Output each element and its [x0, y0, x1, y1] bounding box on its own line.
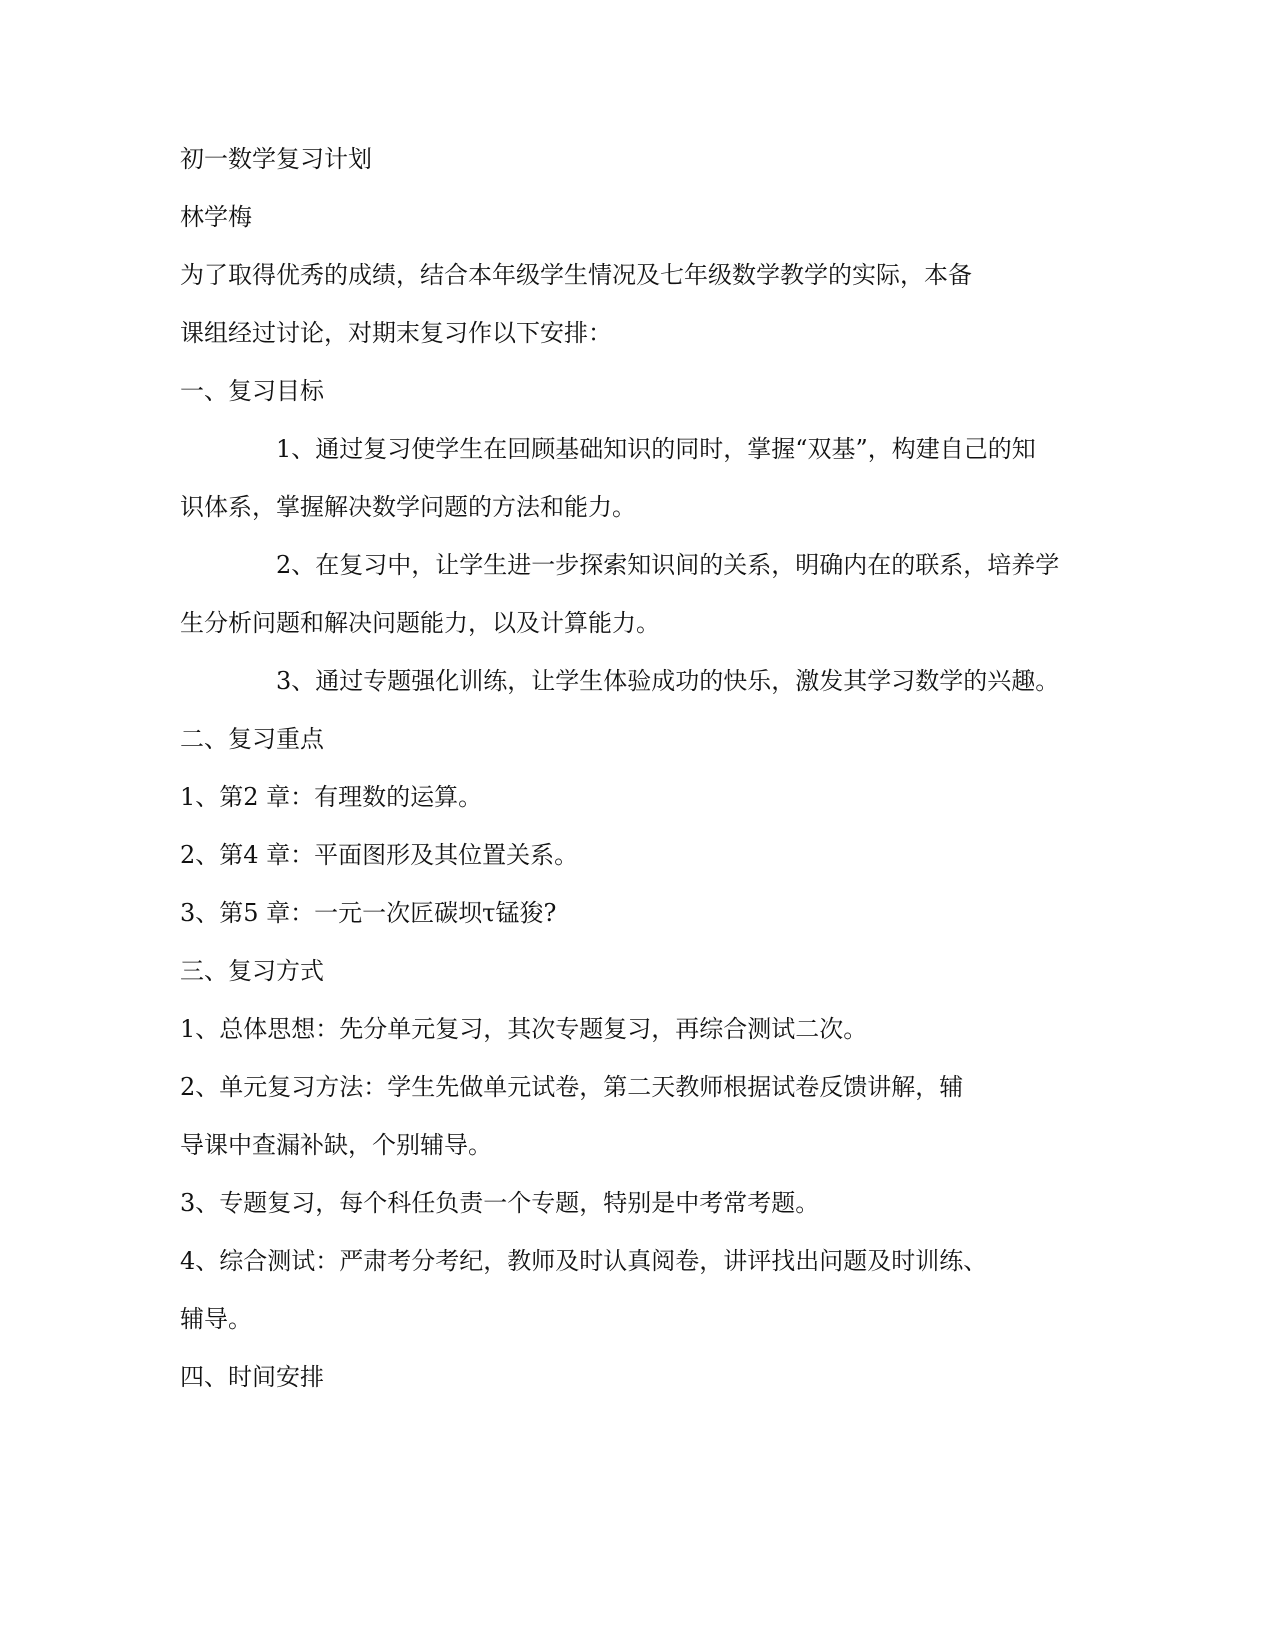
- document-title: 初一数学复习计划: [180, 145, 372, 173]
- method-item-4-line-2: 辅导。: [180, 1305, 252, 1333]
- section-heading-focus: 二、复习重点: [180, 725, 324, 753]
- goal-item-2-line-1: 2、在复习中，让学生进一步探索知识间的关系，明确内在的联系，培养学: [276, 551, 1060, 579]
- focus-item-3: 3、第5 章：一元一次匠碳坝τ锰狻?: [180, 899, 557, 927]
- document-author: 林学梅: [180, 203, 252, 231]
- focus-item-1: 1、第2 章：有理数的运算。: [180, 783, 483, 811]
- section-heading-schedule: 四、时间安排: [180, 1363, 324, 1391]
- method-item-2-line-1: 2、单元复习方法：学生先做单元试卷，第二天教师根据试卷反馈讲解，辅: [180, 1073, 964, 1101]
- goal-item-1-line-2: 识体系，掌握解决数学问题的方法和能力。: [180, 493, 636, 521]
- goal-item-2-line-2: 生分析问题和解决问题能力，以及计算能力。: [180, 609, 660, 637]
- intro-line-1: 为了取得优秀的成绩，结合本年级学生情况及七年级数学教学的实际，本备: [180, 261, 972, 289]
- focus-item-2: 2、第4 章：平面图形及其位置关系。: [180, 841, 579, 869]
- method-item-3: 3、专题复习，每个科任负责一个专题，特别是中考常考题。: [180, 1189, 820, 1217]
- goal-item-1-line-1: 1、通过复习使学生在回顾基础知识的同时，掌握“双基”，构建自己的知: [276, 435, 1036, 463]
- method-item-1: 1、总体思想：先分单元复习，其次专题复习，再综合测试二次。: [180, 1015, 868, 1043]
- method-item-4-line-1: 4、综合测试：严肃考分考纪，教师及时认真阅卷，讲评找出问题及时训练、: [180, 1247, 988, 1275]
- section-heading-goals: 一、复习目标: [180, 377, 324, 405]
- goal-item-3: 3、通过专题强化训练，让学生体验成功的快乐，激发其学习数学的兴趣。: [276, 667, 1060, 695]
- intro-line-2: 课组经过讨论，对期末复习作以下安排：: [180, 319, 612, 347]
- method-item-2-line-2: 导课中查漏补缺，个别辅导。: [180, 1131, 492, 1159]
- section-heading-methods: 三、复习方式: [180, 957, 324, 985]
